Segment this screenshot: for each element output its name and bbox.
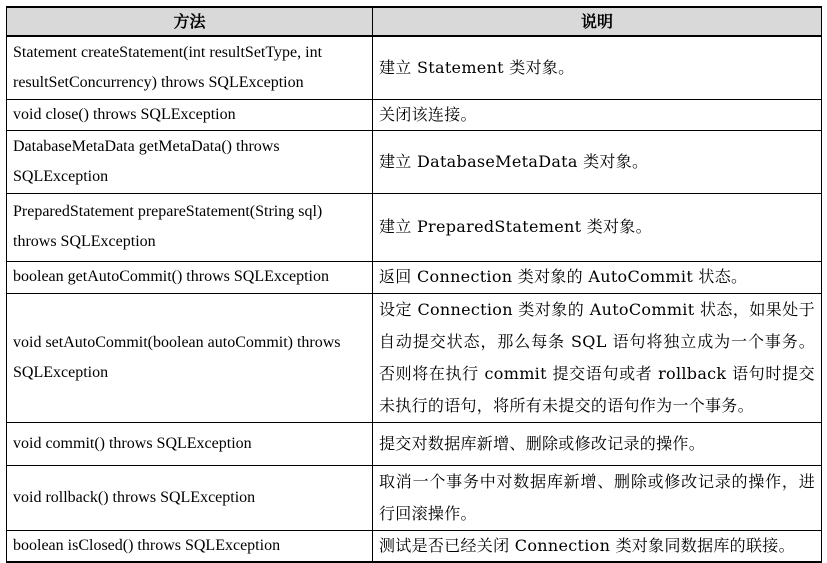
table-row (7, 99, 822, 130)
method-cell: DatabaseMetaData getMetaData() throws SQLException (7, 130, 373, 193)
method-cell: Statement createStatement(int resultSetType, int resultSetConcurrency) throws SQLException (7, 36, 373, 99)
column-header-description: 说明 (373, 7, 822, 36)
description-cell: 提交对数据库新增、删除或修改记录的操作。 (373, 422, 822, 465)
table-row (7, 193, 822, 261)
table-row (7, 36, 822, 99)
description-cell: 关闭该连接。 (373, 99, 822, 130)
description-cell: 建立 Statement 类对象。 (373, 36, 822, 99)
method-cell: void rollback() throws SQLException (7, 465, 373, 530)
connection-methods-table (6, 6, 822, 563)
table-row (7, 422, 822, 465)
method-cell: PreparedStatement prepareStatement(String sql) throws SQLException (7, 193, 373, 261)
description-cell: 设定 Connection 类对象的 AutoCommit 状态，如果处于自动提交状态，那么每条 SQL 语句将独立成为一个事务。否则将在执行 commit 提交语句或者 rollback 语句时提交未执行的语句，将所有未提交的语句作为一个事务。 (373, 293, 822, 422)
description-cell: 建立 DatabaseMetaData 类对象。 (373, 130, 822, 193)
description-cell: 测试是否已经关闭 Connection 类对象同数据库的联接。 (373, 530, 822, 562)
description-cell: 取消一个事务中对数据库新增、删除或修改记录的操作，进行回滚操作。 (373, 465, 822, 530)
method-cell: boolean isClosed() throws SQLException (7, 530, 373, 562)
method-cell: void close() throws SQLException (7, 99, 373, 130)
method-cell: void setAutoCommit(boolean autoCommit) throws SQLException (7, 293, 373, 422)
table-header-row (7, 7, 822, 36)
description-cell: 返回 Connection 类对象的 AutoCommit 状态。 (373, 261, 822, 293)
method-cell: boolean getAutoCommit() throws SQLException (7, 261, 373, 293)
table-row (7, 530, 822, 562)
table-row (7, 465, 822, 530)
table-row (7, 130, 822, 193)
method-cell: void commit() throws SQLException (7, 422, 373, 465)
table-row (7, 293, 822, 422)
column-header-method: 方法 (7, 7, 373, 36)
table-row (7, 261, 822, 293)
description-cell: 建立 PreparedStatement 类对象。 (373, 193, 822, 261)
